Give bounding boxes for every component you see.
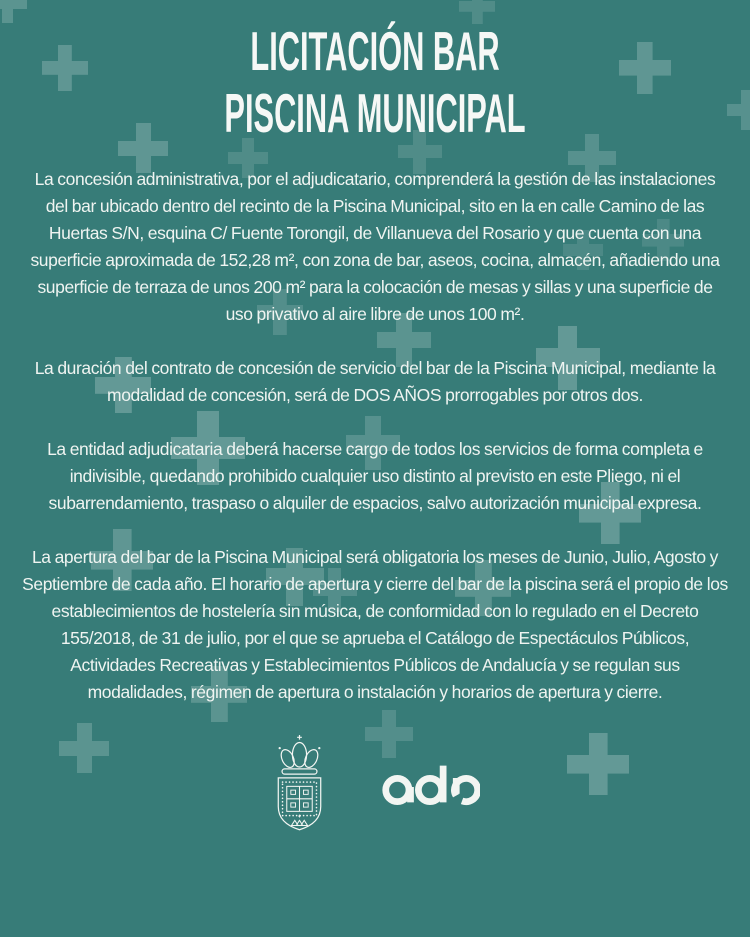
paragraph-contract-duration: La duración del contrato de concesión de servicio del bar de la Piscina Municipal, mediante la modalidad de concesión, será de DOS AÑOS prorrogables por otros dos. — [34, 358, 716, 405]
footer-logos — [22, 734, 728, 834]
adn-logo — [380, 760, 480, 808]
poster-title — [22, 20, 728, 144]
paragraph-opening-schedule: La apertura del bar de la Piscina Municipal será obligatoria los meses de Junio, Julio, Agosto y Septiembre de cada año. El horario de apertura y cierre del bar de la piscina será el propio de los establecimientos de hostelería sin música, de conformidad con lo regulado en el Decreto 155/2018, de 31 de julio, por el que se aprueba el Catálogo de Espectáculos Públicos, Actividades Recreativas y Establecimientos Públicos de Andalucía y se regulan sus modalidades, régimen de apertura o instalación y horarios de apertura y cierre. — [22, 547, 728, 702]
paragraph-concession-scope: La concesión administrativa, por el adjudicatario, comprenderá la gestión de las instalaciones del bar ubicado dentro del recinto de la Piscina Municipal, sito en la en calle Camino de las Huertas S/N, esquina C/ Fuente Torongil, de Villanueva del Rosario y que cuenta con una superficie aproximada de 152,28 m², con zona de bar, aseos, cocina, almacén, añadiendo una superficie de terraza de unos 200 m² para la colocación de mesas y sillas y una superficie de uso privativo al aire libre de unos 100 m². — [30, 169, 720, 324]
title-line-2: PISCINA MUNICIPAL — [224, 82, 526, 144]
title-line-1: LICITACIÓN BAR — [250, 20, 500, 82]
town-crest-icon — [271, 734, 328, 834]
paragraph-adjudicatary-obligations: La entidad adjudicataria deberá hacerse cargo de todos los servicios de forma completa e indivisible, quedando prohibido cualquier uso distinto al previsto en este Pliego, ni el subarrendamiento, traspaso o alquiler de espacios, salvo autorización municipal expresa. — [47, 439, 703, 513]
